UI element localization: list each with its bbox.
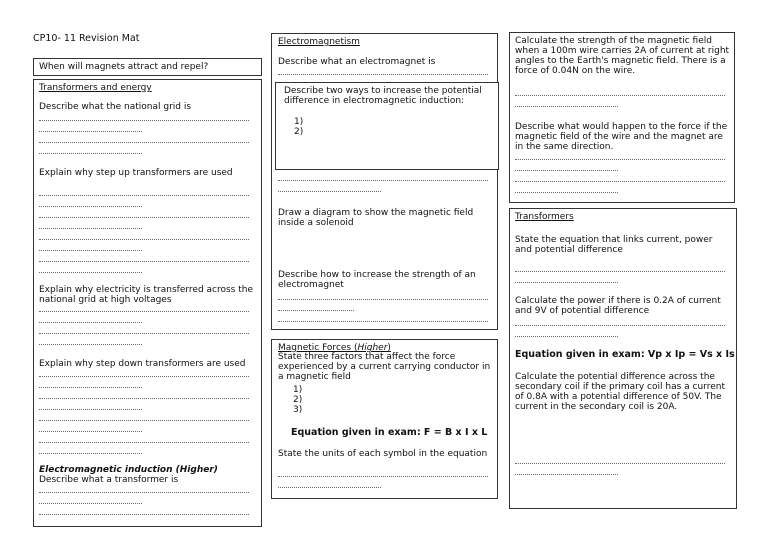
answer-line[interactable] <box>515 325 725 326</box>
answer-line[interactable] <box>515 159 725 160</box>
electromagnetism-heading: Electromagnetism <box>278 37 360 47</box>
answer-line[interactable] <box>278 180 488 181</box>
answer-line[interactable] <box>515 282 618 283</box>
force-equation: Equation given in exam: F = B x I x L <box>291 427 488 438</box>
factor-item-3: 3) <box>293 405 303 415</box>
answer-line[interactable] <box>39 453 142 454</box>
answer-line[interactable] <box>39 206 142 207</box>
answer-line[interactable] <box>515 95 725 96</box>
electromagnet-question: Describe what an electromagnet is <box>278 57 436 67</box>
answer-line[interactable] <box>39 120 249 121</box>
answer-line[interactable] <box>515 463 725 464</box>
answer-line[interactable] <box>39 431 142 432</box>
answer-line[interactable] <box>515 170 618 171</box>
answer-line[interactable] <box>39 376 249 377</box>
induction-heading: Electromagnetic induction (Higher) <box>39 465 218 475</box>
answer-line[interactable] <box>515 336 618 337</box>
answer-line[interactable] <box>39 344 142 345</box>
answer-line[interactable] <box>278 487 381 488</box>
answer-line[interactable] <box>39 153 142 154</box>
high-voltage-question: Explain why electricity is transferred across the national grid at high voltages <box>39 285 254 305</box>
magnets-question: When will magnets attract and repel? <box>39 62 209 72</box>
answer-line[interactable] <box>39 387 142 388</box>
answer-line[interactable] <box>515 192 618 193</box>
national-grid-question: Describe what the national grid is <box>39 102 192 112</box>
magnetic-forces-heading: Magnetic Forces (Higher) <box>278 343 391 353</box>
transformers-energy-box <box>33 79 262 527</box>
increase-pd-question: Describe two ways to increase the potential difference in electromagnetic induction: <box>284 86 482 106</box>
answer-line[interactable] <box>39 503 142 504</box>
factor-item-2: 2) <box>293 395 303 405</box>
answer-line[interactable] <box>39 195 249 196</box>
transformer-equation: Equation given in exam: Vp x Ip = Vs x Is <box>515 349 735 360</box>
answer-line[interactable] <box>278 299 488 300</box>
equation-question: State the equation that links current, power and potential difference <box>515 235 713 255</box>
answer-line[interactable] <box>278 476 488 477</box>
strength-question: Describe how to increase the strength of an electromagnet <box>278 270 476 290</box>
secondary-coil-question: Calculate the potential difference across the secondary coil if the primary coil has a current of 0.8A with a potential difference of 50V. The current in the secondary coil is 20A. <box>515 372 725 412</box>
answer-line[interactable] <box>39 420 249 421</box>
magnetic-forces-box <box>271 339 498 499</box>
answer-line[interactable] <box>39 228 142 229</box>
answer-line[interactable] <box>39 217 249 218</box>
solenoid-question: Draw a diagram to show the magnetic field inside a solenoid <box>278 208 474 228</box>
answer-line[interactable] <box>39 261 249 262</box>
step-up-question: Explain why step up transformers are used <box>39 168 233 178</box>
power-question: Calculate the power if there is 0.2A of current and 9V of potential difference <box>515 296 721 316</box>
answer-line[interactable] <box>39 398 249 399</box>
transformers-heading: Transformers <box>515 212 574 222</box>
factor-item-1: 1) <box>293 385 303 395</box>
force-direction-question: Describe what would happen to the force if the magnetic field of the wire and the magnet are in the same direction. <box>515 122 728 152</box>
answer-line[interactable] <box>278 191 381 192</box>
three-factors-question: State three factors that affect the force experienced by a current carrying conductor in a magnetic field <box>278 352 491 382</box>
answer-line[interactable] <box>278 74 488 75</box>
page-title: CP10- 11 Revision Mat <box>33 33 140 44</box>
answer-line[interactable] <box>39 142 249 143</box>
answer-line[interactable] <box>39 492 249 493</box>
answer-line[interactable] <box>515 106 618 107</box>
transformers-energy-heading: Transformers and energy <box>39 83 152 93</box>
increase-pd-box <box>275 82 499 170</box>
increase-pd-item-2: 2) <box>294 127 304 137</box>
answer-line[interactable] <box>39 311 249 312</box>
answer-line[interactable] <box>39 322 142 323</box>
field-strength-question: Calculate the strength of the magnetic field when a 100m wire carries 2A of current at right angles to the Earth's magnetic field. There is a force of 0.04N on the wire. <box>515 36 730 76</box>
increase-pd-item-1: 1) <box>294 117 304 127</box>
answer-line[interactable] <box>278 321 488 322</box>
electromagnetism-box <box>271 33 498 330</box>
answer-line[interactable] <box>39 514 249 515</box>
field-strength-box <box>509 32 735 203</box>
transformers-box <box>509 208 737 509</box>
step-down-question: Explain why step down transformers are used <box>39 359 246 369</box>
answer-line[interactable] <box>39 250 142 251</box>
answer-line[interactable] <box>39 239 249 240</box>
answer-line[interactable] <box>39 409 142 410</box>
answer-line[interactable] <box>515 474 618 475</box>
answer-line[interactable] <box>278 310 354 311</box>
answer-line[interactable] <box>515 181 725 182</box>
answer-line[interactable] <box>515 271 725 272</box>
answer-line[interactable] <box>39 333 249 334</box>
answer-line[interactable] <box>39 272 142 273</box>
units-question: State the units of each symbol in the equation <box>278 449 488 459</box>
answer-line[interactable] <box>39 131 142 132</box>
answer-line[interactable] <box>39 442 249 443</box>
magnets-question-box <box>33 58 262 76</box>
transformer-question: Describe what a transformer is <box>39 475 179 485</box>
